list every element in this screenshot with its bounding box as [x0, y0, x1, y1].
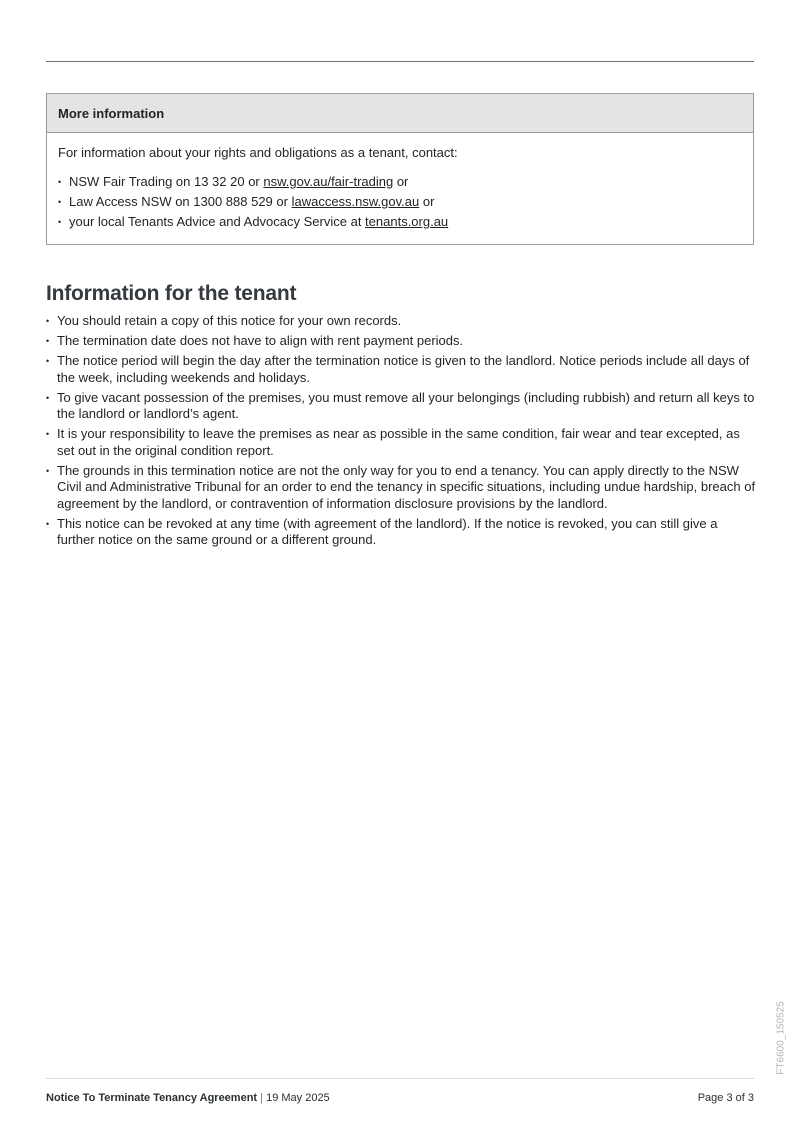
footer-page-number: Page 3 of 3 — [697, 1092, 754, 1104]
fair-trading-link[interactable]: nsw.gov.au/fair-trading — [263, 174, 394, 189]
tenants-org-link[interactable]: tenants.org.au — [365, 214, 449, 229]
tenant-info-item: • You should retain a copy of this notice for your own records. — [46, 313, 756, 330]
law-access-link[interactable]: lawaccess.nsw.gov.au — [291, 194, 420, 209]
tenant-info-item: • The notice period will begin the day after the termination notice is given to the landlord. Notice periods include all days of the week, including weekends and holidays. — [46, 353, 756, 386]
footer-date: 19 May 2025 — [266, 1092, 330, 1104]
tenant-info-item: • The grounds in this termination notice are not the only way for you to end a tenancy. You can apply directly to the NSW Civil and Administrative Tribunal for an order to end the tenancy in specific situations, including undue hardship, breach of agreement by the landlord, or contravention of information disclosure provisions by the landlord. — [46, 463, 756, 513]
tenant-info-item: • This notice can be revoked at any time (with agreement of the landlord). If the notice is revoked, you can still give a further notice on the same ground or a different ground. — [46, 516, 756, 549]
form-code: FT6600_150525 — [775, 1001, 787, 1075]
tenant-info-title: Information for the tenant — [46, 282, 297, 305]
footer-divider — [46, 1078, 754, 1079]
contact-item-tenants-advice: • your local Tenants Advice and Advocacy Service at tenants.org.au — [58, 212, 742, 232]
footer-document-info — [46, 1092, 330, 1104]
top-divider — [46, 61, 754, 62]
contact-item-law-access: • Law Access NSW on 1300 888 529 or lawaccess.nsw.gov.au or — [58, 192, 742, 212]
footer-document-title: Notice To Terminate Tenancy Agreement — [46, 1092, 258, 1104]
more-information-intro: For information about your rights and obligations as a tenant, contact: — [58, 145, 458, 160]
more-information-box — [46, 93, 754, 245]
contact-item-fair-trading: • NSW Fair Trading on 13 32 20 or nsw.gov.au/fair-trading or — [58, 172, 742, 192]
tenant-info-item: • It is your responsibility to leave the premises as near as possible in the same condition, fair wear and tear excepted, as set out in the original condition report. — [46, 426, 756, 459]
more-information-heading: More information — [47, 94, 753, 133]
tenant-info-list — [46, 313, 756, 552]
contact-list — [58, 172, 742, 232]
more-information-body — [47, 133, 753, 244]
tenant-info-item: • To give vacant possession of the premises, you must remove all your belongings (including rubbish) and return all keys to the landlord or landlord’s agent. — [46, 390, 756, 423]
tenant-info-item: • The termination date does not have to align with rent payment periods. — [46, 333, 756, 350]
footer-separator: | — [260, 1092, 264, 1104]
